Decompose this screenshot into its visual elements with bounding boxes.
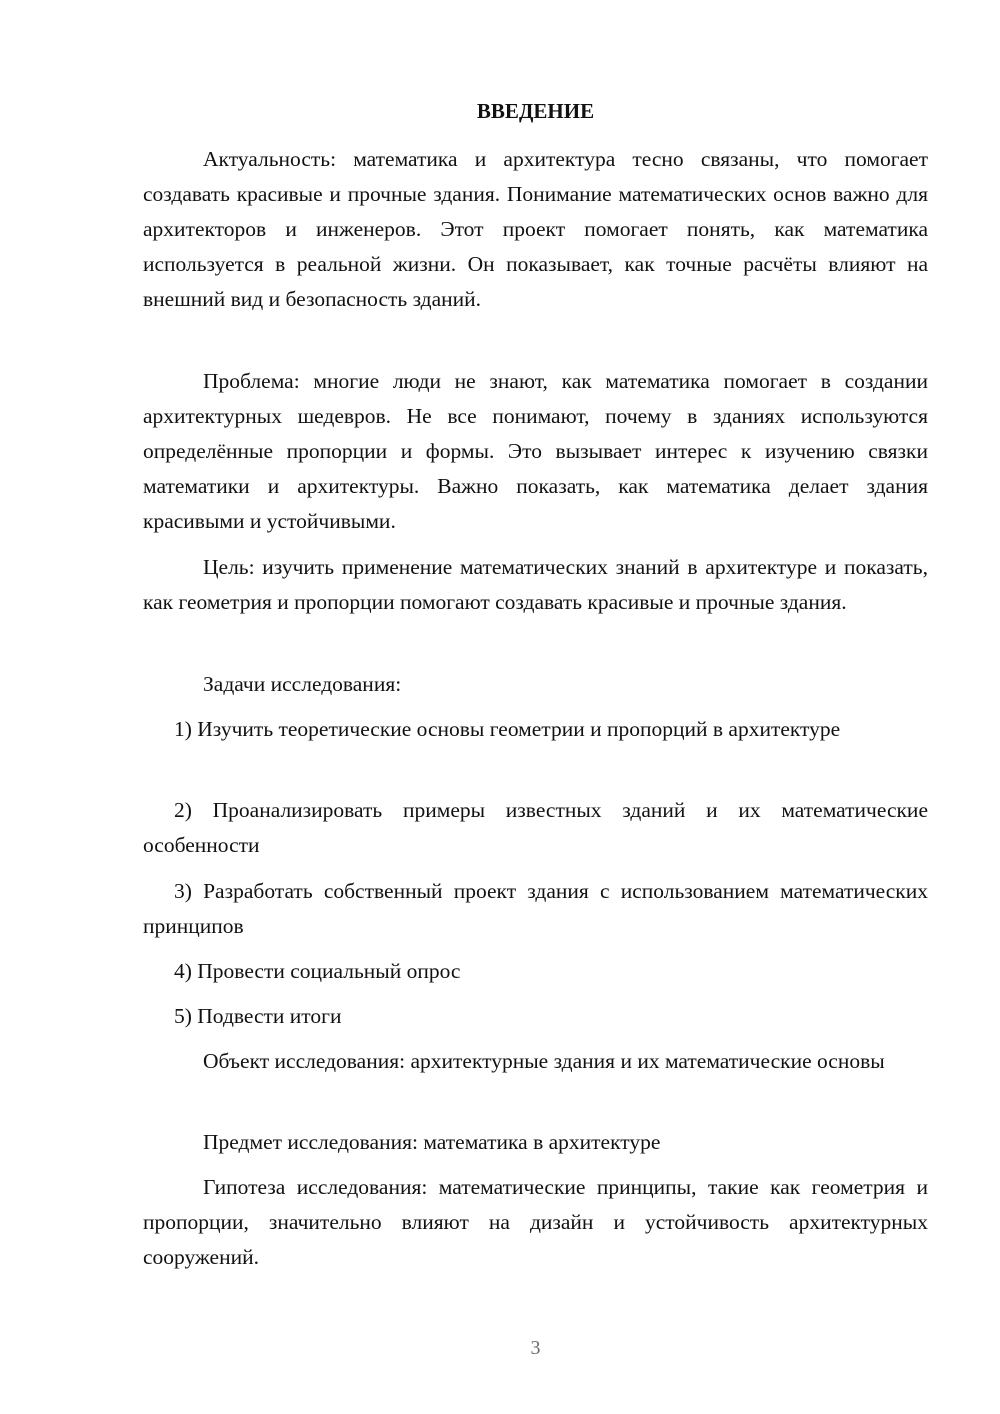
task-item-1: 1) Изучить теоретические основы геометрии и пропорций в архитектуре [174, 717, 841, 741]
task-item-3: 3) Разработать собственный проект здания с использованием математических принципов [143, 879, 928, 938]
page-number: 3 [530, 1337, 541, 1359]
document-page [143, 0, 928, 1414]
relevance-paragraph: Актуальность: математика и архитектура тесно связаны, что помогает создавать красивые и прочные здания. Понимание математических основ важно для архитекторов и инженеров. Этот проект помогает понять, как математика используется в реальной жизни. Он показывает, как точные расчёты влияют на внешний вид и безопасность зданий. [143, 147, 928, 311]
task-item-2: 2) Проанализировать примеры известных зданий и их математические особенности [143, 798, 928, 857]
task-item-5: 5) Подвести итоги [174, 1004, 342, 1028]
goal-paragraph: Цель: изучить применение математических знаний в архитектуре и показать, как геометрия и пропорции помогают создавать красивые и прочные здания. [143, 555, 928, 614]
object-paragraph: Объект исследования: архитектурные здания и их математические основы [203, 1049, 885, 1073]
hypothesis-paragraph: Гипотеза исследования: математические принципы, такие как геометрия и пропорции, значительно влияют на дизайн и устойчивость архитектурных сооружений. [143, 1175, 928, 1269]
subject-paragraph: Предмет исследования: математика в архитектуре [203, 1130, 661, 1154]
problem-paragraph: Проблема: многие люди не знают, как математика помогает в создании архитектурных шедевров. Не все понимают, почему в зданиях используются определённые пропорции и формы. Это вызывает интерес к изучению связки математики и архитектуры. Важно показать, как математика делает здания красивыми и устойчивыми. [143, 369, 928, 533]
document-title: ВВЕДЕНИЕ [476, 99, 595, 123]
task-item-4: 4) Провести социальный опрос [174, 959, 461, 983]
tasks-heading: Задачи исследования: [203, 672, 402, 696]
